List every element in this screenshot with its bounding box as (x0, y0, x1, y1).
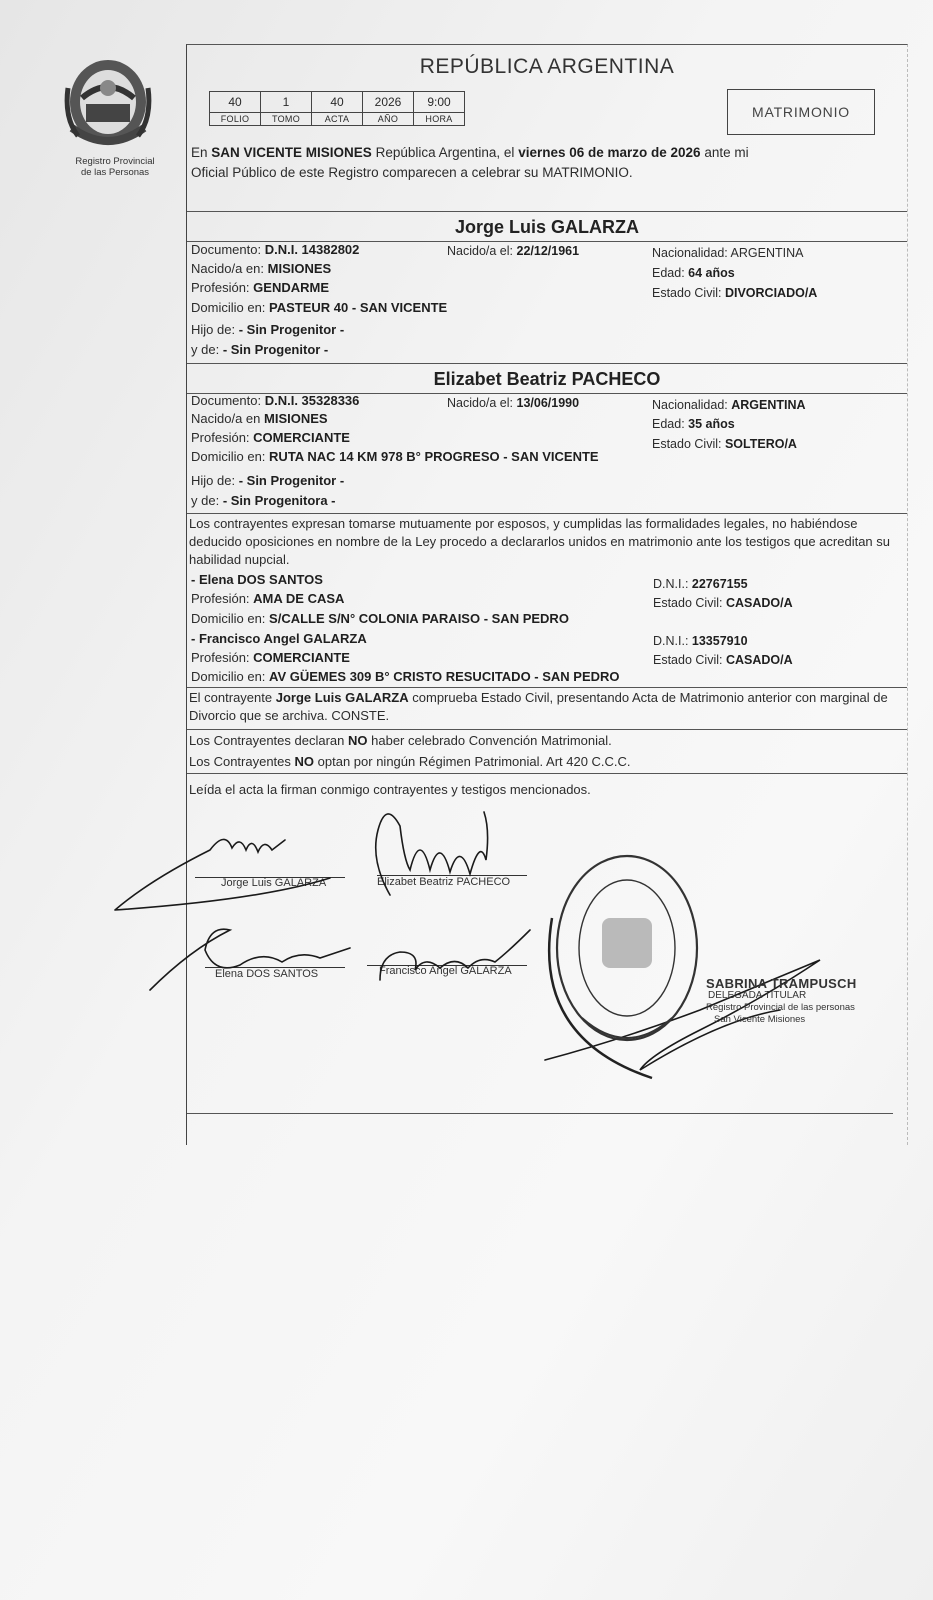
intro-mid: República Argentina, el (375, 145, 515, 160)
witness2-address: Domicilio en: AV GÜEMES 309 B° CRISTO RESUCITADO - SAN PEDRO (191, 669, 620, 684)
intro-place: SAN VICENTE MISIONES (211, 145, 372, 160)
witness2-name: - Francisco Angel GALARZA (191, 631, 367, 646)
hora-value: 9:00 (414, 92, 465, 113)
folio-value: 40 (210, 92, 261, 113)
bride-birthplace: Nacido/a en MISIONES (191, 411, 328, 426)
bride-parent1: Hijo de: - Sin Progenitor - (191, 473, 345, 488)
bride-doc: Documento: D.N.I. 35328336 (191, 393, 360, 408)
bride-name: Elizabet Beatriz PACHECO (433, 369, 661, 389)
groom-profession: Profesión: GENDARME (191, 280, 330, 295)
official-block (706, 978, 857, 1026)
tomo-label: TOMO (261, 113, 312, 126)
divider (187, 773, 907, 774)
official-seal-icon (542, 838, 712, 1088)
convention-line-2: Los Contrayentes NO optan por ningún Régimen Patrimonial. Art 420 C.C.C. (189, 754, 631, 769)
groom-signature-label: Jorge Luis GALARZA (221, 877, 327, 889)
bride-profession: Profesión: COMERCIANTE (191, 430, 350, 445)
witness1-name: - Elena DOS SANTOS (191, 572, 323, 587)
divider (187, 729, 907, 730)
divider (187, 513, 907, 514)
document-title: REPÚBLICA ARGENTINA (419, 55, 675, 78)
anio-value: 2026 (363, 92, 414, 113)
divider (187, 211, 907, 212)
crest-emblem-icon (64, 58, 152, 150)
bride-born: Nacido/a el: 13/06/1990 (447, 396, 580, 410)
intro-paragraph (191, 143, 906, 183)
groom-parent1: Hijo de: - Sin Progenitor - (191, 322, 345, 337)
act-type-box: MATRIMONIO (727, 89, 875, 135)
prior-marriage-note: El contrayente Jorge Luis GALARZA comprueba Estado Civil, presentando Acta de Matrimonio anterior con marginal de Divorcio que se archiva. CONSTE. (189, 690, 888, 723)
groom-birthplace: Nacido/a en: MISIONES (191, 261, 332, 276)
tomo-value: 1 (261, 92, 312, 113)
acta-label: ACTA (312, 113, 363, 126)
intro-line2-word: MATRIMONIO. (542, 165, 633, 180)
groom-nationality: Nacionalidad: ARGENTINA (652, 246, 804, 260)
witness1-signature-label: Elena DOS SANTOS (215, 968, 319, 980)
witness2-signature-label: Francisco Angel GALARZA (379, 965, 512, 977)
closing-statement: Leída el acta la firman conmigo contrayentes y testigos mencionados. (189, 782, 591, 797)
witness2-profession: Profesión: COMERCIANTE (191, 650, 350, 665)
registry-table (209, 91, 465, 126)
intro-en: En (191, 145, 208, 160)
witness2-civil: Estado Civil: CASADO/A (653, 653, 793, 667)
witness1-dni: D.N.I.: 22767155 (653, 577, 748, 591)
crest-caption-2: de las Personas (80, 167, 150, 178)
witness2-dni: D.N.I.: 13357910 (653, 634, 748, 648)
anio-label: AÑO (363, 113, 414, 126)
groom-born: Nacido/a el: 22/12/1961 (447, 244, 580, 258)
bride-nationality: Nacionalidad: ARGENTINA (652, 398, 806, 412)
declaration-paragraph: Los contrayentes expresan tomarse mutuamente por esposos, y cumplidas las formalidades legales, no habiéndose deducido oposiciones en nombre de la Ley procedo a declararlos unidos en matrimonio ante los testigos que acreditan su habilidad nupcial. (189, 516, 890, 567)
bottom-border (187, 1113, 893, 1114)
crest-caption-1: Registro Provincial (75, 156, 155, 167)
official-office-2: San Vicente Misiones (714, 1014, 806, 1025)
groom-civil: Estado Civil: DIVORCIADO/A (652, 286, 818, 300)
groom-doc: Documento: D.N.I. 14382802 (191, 242, 360, 257)
divider (187, 687, 907, 688)
folio-label: FOLIO (210, 113, 261, 126)
intro-date: viernes 06 de marzo de 2026 (518, 145, 701, 160)
intro-line2: Oficial Público de este Registro comparecen a celebrar su (191, 165, 539, 180)
acta-value: 40 (312, 92, 363, 113)
official-name: SABRINA TRAMPUSCH (706, 976, 857, 991)
bride-parent2: y de: - Sin Progenitora - (191, 493, 336, 508)
groom-address: Domicilio en: PASTEUR 40 - SAN VICENTE (191, 300, 448, 315)
divider (187, 363, 907, 364)
official-office-1: Registro Provincial de las personas (706, 1002, 855, 1013)
groom-age: Edad: 64 años (652, 266, 735, 280)
bride-address: Domicilio en: RUTA NAC 14 KM 978 B° PROGRESO - SAN VICENTE (191, 449, 599, 464)
groom-name: Jorge Luis GALARZA (454, 217, 639, 237)
bride-age: Edad: 35 años (652, 417, 735, 431)
bride-signature-label: Elizabet Beatriz PACHECO (377, 876, 511, 888)
witness1-address: Domicilio en: S/CALLE S/N° COLONIA PARAISO - SAN PEDRO (191, 611, 569, 626)
bride-civil: Estado Civil: SOLTERO/A (652, 437, 797, 451)
hora-label: HORA (414, 113, 465, 126)
intro-end: ante mi (704, 145, 749, 160)
misiones-crest (56, 58, 156, 178)
convention-line-1: Los Contrayentes declaran NO haber celebrado Convención Matrimonial. (189, 733, 612, 748)
witness1-civil: Estado Civil: CASADO/A (653, 596, 793, 610)
witness1-profession: Profesión: AMA DE CASA (191, 591, 345, 606)
groom-parent2: y de: - Sin Progenitor - (191, 342, 329, 357)
official-role: DELEGADA TITULAR (708, 990, 807, 1001)
